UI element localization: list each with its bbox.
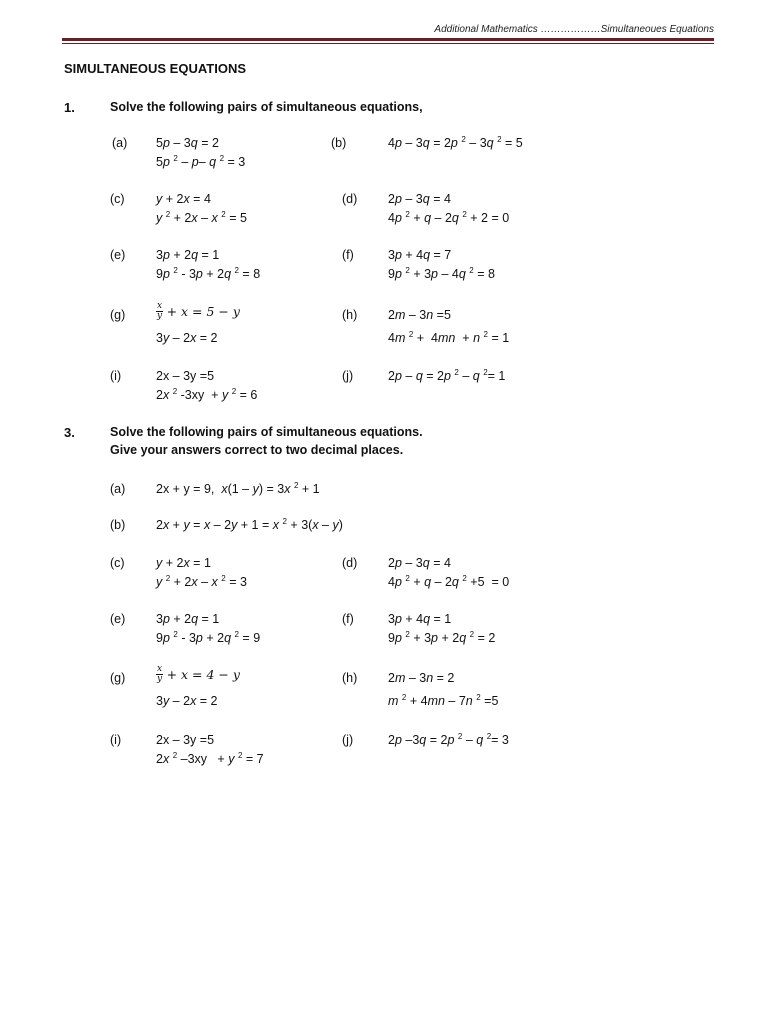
q1-part-a-label: (a) — [112, 136, 128, 150]
q1-part-j-label: (j) — [342, 369, 354, 383]
q1-part-i-equations: 2x – 3y =5 2x $^2$ -3xy + y $^2$ = 6 — [156, 369, 258, 402]
q1-part-g-second-equation: 3y – 2x = 2 — [156, 331, 218, 345]
q1-part-i-label: (i) — [110, 369, 122, 383]
q3-part-h-second-equation: m $^2$ + 4mn – 7n $^2$ =5 — [388, 693, 499, 708]
q1-part-f-equations: 3p + 4q = 7 9p $^2$ + 3p – 4q $^2$ = 8 — [388, 248, 495, 281]
q3-part-b-equations: 2x + y = x – 2y + 1 = x $^2$ + 3(x – y) — [156, 517, 343, 532]
q1-part-d-label: (d) — [342, 192, 358, 206]
question-3-instruction-line-1: Solve the following pairs of simultaneous equations. — [110, 425, 423, 439]
q1-part-e-label: (e) — [110, 248, 126, 262]
running-header: Additional Mathematics ………………Simultaneoues Equations — [434, 24, 714, 35]
q1-part-c-equations: y + 2x = 4 y $^2$ + 2x – x $^2$ = 5 — [156, 192, 247, 225]
q3-part-j-equations: 2p –3q = 2p $^2$ – q $^2$= 3 — [388, 732, 509, 747]
q3-part-d-equations: 2p – 3q = 4 4p $^2$ + q – 2q $^2$ +5 = 0 — [388, 556, 510, 589]
q3-part-j-label: (j) — [342, 733, 354, 747]
q1-part-h-label: (h) — [342, 308, 358, 322]
q3-part-g-second-equation: 3y – 2x = 2 — [156, 694, 218, 708]
q3-part-g-fraction-equation — [156, 665, 240, 684]
q3-part-e-label: (e) — [110, 612, 126, 626]
q3-part-c-label: (c) — [110, 556, 125, 570]
page-title: SIMULTANEOUS EQUATIONS — [64, 61, 246, 76]
q1-part-e-equations: 3p + 2q = 1 9p $^2$ - 3p + 2q $^2$ = 8 — [156, 248, 261, 281]
q3-part-h-label: (h) — [342, 671, 358, 685]
q1-part-g-label: (g) — [110, 308, 126, 322]
q1-part-d-equations: 2p – 3q = 4 4p $^2$ + q – 2q $^2$ + 2 = 0 — [388, 192, 510, 225]
q3-part-d-label: (d) — [342, 556, 358, 570]
question-3-instruction-line-2: Give your answers correct to two decimal places. — [110, 443, 404, 457]
q3-part-b-label: (b) — [110, 518, 126, 532]
q3-part-f-label: (f) — [342, 612, 354, 626]
q3-part-a-label: (a) — [110, 482, 126, 496]
q3-part-c-equations: y + 2x = 1 y $^2$ + 2x – x $^2$ = 3 — [156, 556, 247, 589]
header-rule-thick — [62, 38, 714, 41]
q1-part-j-equations: 2p – q = 2p $^2$ – q $^2$= 1 — [388, 368, 506, 383]
q1-part-h-second-equation: 4m $^2$ + 4mn + n $^2$ = 1 — [388, 330, 510, 345]
q1-part-g-fraction: $\frac{x}{y}$ — [157, 301, 163, 322]
q3-part-i-label: (i) — [110, 733, 122, 747]
q1-part-c-label: (c) — [110, 192, 125, 206]
question-1-instruction: Solve the following pairs of simultaneous equations, — [110, 100, 423, 114]
q1-part-b-equations: 4p – 3q = 2p $^2$ – 3q $^2$ = 5 — [388, 135, 523, 150]
q3-part-g-label: (g) — [110, 671, 126, 685]
q1-part-b-label: (b) — [331, 136, 347, 150]
q3-part-e-equations: 3p + 2q = 1 9p $^2$ - 3p + 2q $^2$ = 9 — [156, 612, 261, 645]
q1-part-g-fraction-rest: + x = 5 − y — [166, 304, 240, 320]
question-3-number: 3. — [64, 425, 75, 440]
q3-part-g-fraction-rest: + x = 4 − y — [166, 667, 240, 683]
q3-part-i-equations: 2x – 3y =5 2x $^2$ –3xy + y $^2$ = 7 — [156, 733, 264, 766]
q1-part-a-equations: 5p – 3q = 2 5p $^2$ – p– q $^2$ = 3 — [156, 136, 246, 169]
q1-part-g-fraction-equation — [156, 302, 240, 321]
q1-part-f-label: (f) — [342, 248, 354, 262]
q3-part-a-equations: 2x + y = 9, x(1 – y) = 3x $^2$ + 1 — [156, 481, 320, 496]
header-rule-thin — [62, 43, 714, 44]
q3-part-g-fraction: $\frac{x}{y}$ — [157, 664, 163, 685]
q3-part-h-equations: 2m – 3n = 2 — [388, 671, 455, 685]
q3-part-f-equations: 3p + 4q = 1 9p $^2$ + 3p + 2q $^2$ = 2 — [388, 612, 496, 645]
q1-part-h-equations: 2m – 3n =5 — [388, 308, 451, 322]
question-1-number: 1. — [64, 100, 75, 115]
